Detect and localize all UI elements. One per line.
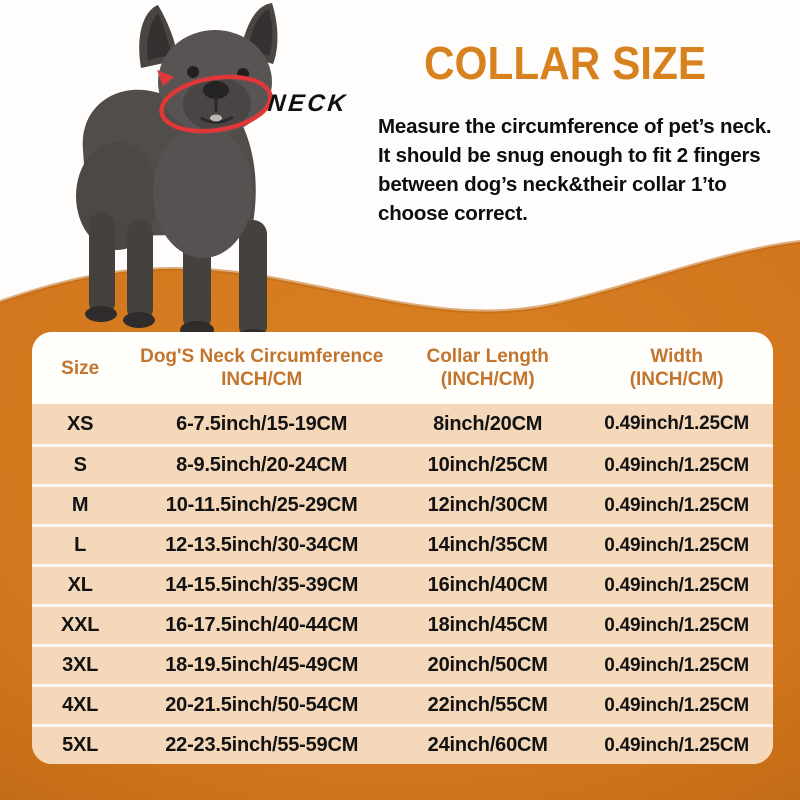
table-row-m [32,484,773,524]
cell-width: 0.49inch/1.25CM [604,614,750,636]
cell-width: 0.49inch/1.25CM [604,654,750,676]
dog-photo [45,0,295,350]
cell-width: 0.49inch/1.25CM [604,534,750,556]
cell-width: 0.49inch/1.25CM [604,454,750,476]
instruction-line: It should be snug enough to fit 2 fingers [378,144,761,167]
cell-width: 0.49inch/1.25CM [604,734,750,756]
cell-size: M [71,494,89,516]
col-header-width: Width (INCH/CM) [629,346,724,390]
size-table-body [32,404,773,764]
instruction-line: between dog’s neck&their collar 1’to [378,173,727,196]
cell-neck: 22-23.5inch/55-59CM [165,734,359,756]
cell-neck: 18-19.5inch/45-49CM [165,654,359,676]
table-row-4xl [32,684,773,724]
dog-nose [203,81,229,99]
table-row-s [32,444,773,484]
cell-width: 0.49inch/1.25CM [604,494,750,516]
cell-neck: 12-13.5inch/30-34CM [165,534,359,556]
table-row-3xl [32,644,773,684]
table-row-xs [32,404,773,444]
cell-neck: 14-15.5inch/35-39CM [165,574,359,596]
cell-length: 20inch/50CM [427,654,548,676]
cell-size: XS [67,412,94,435]
cell-length: 12inch/30CM [427,494,548,516]
page-title: COLLAR SIZE [424,37,707,89]
cell-neck: 16-17.5inch/40-44CM [165,614,359,636]
cell-length: 10inch/25CM [427,454,548,476]
cell-length: 8inch/20CM [433,412,543,435]
table-row-5xl [32,724,773,764]
instruction-line: Measure the circumference of pet’s neck. [378,115,772,138]
cell-neck: 10-11.5inch/25-29CM [165,494,358,516]
cell-size: XXL [61,614,100,636]
cell-width: 0.49inch/1.25CM [604,694,750,716]
cell-neck: 8-9.5inch/20-24CM [176,454,348,476]
cell-length: 22inch/55CM [427,694,548,716]
cell-neck: 6-7.5inch/15-19CM [176,412,348,435]
neck-annotation-label: NECK [266,90,350,117]
cell-neck: 20-21.5inch/50-54CM [165,694,359,716]
cell-width: 0.49inch/1.25CM [604,574,750,596]
cell-size: L [74,534,87,556]
cell-length: 14inch/35CM [427,534,548,556]
table-row-xl [32,564,773,604]
measuring-instructions [378,112,790,228]
cell-size: XL [67,574,93,596]
size-table-header [32,332,773,404]
cell-size: 3XL [62,654,99,676]
cell-width: 0.49inch/1.25CM [604,413,750,434]
size-table-card [32,332,773,764]
table-row-xxl [32,604,773,644]
cell-size: S [73,454,87,476]
cell-size: 5XL [62,734,99,756]
cell-length: 16inch/40CM [427,574,548,596]
col-header-size: Size [61,357,100,379]
cell-size: 4XL [62,694,99,716]
table-row-l [32,524,773,564]
cell-length: 24inch/60CM [427,734,548,756]
cell-length: 18inch/45CM [427,614,548,636]
col-header-collar-length: Collar Length (INCH/CM) [426,346,549,390]
instruction-line: choose correct. [378,202,528,225]
col-header-neck-circumference: Dog'S Neck Circumference INCH/CM [140,346,384,390]
